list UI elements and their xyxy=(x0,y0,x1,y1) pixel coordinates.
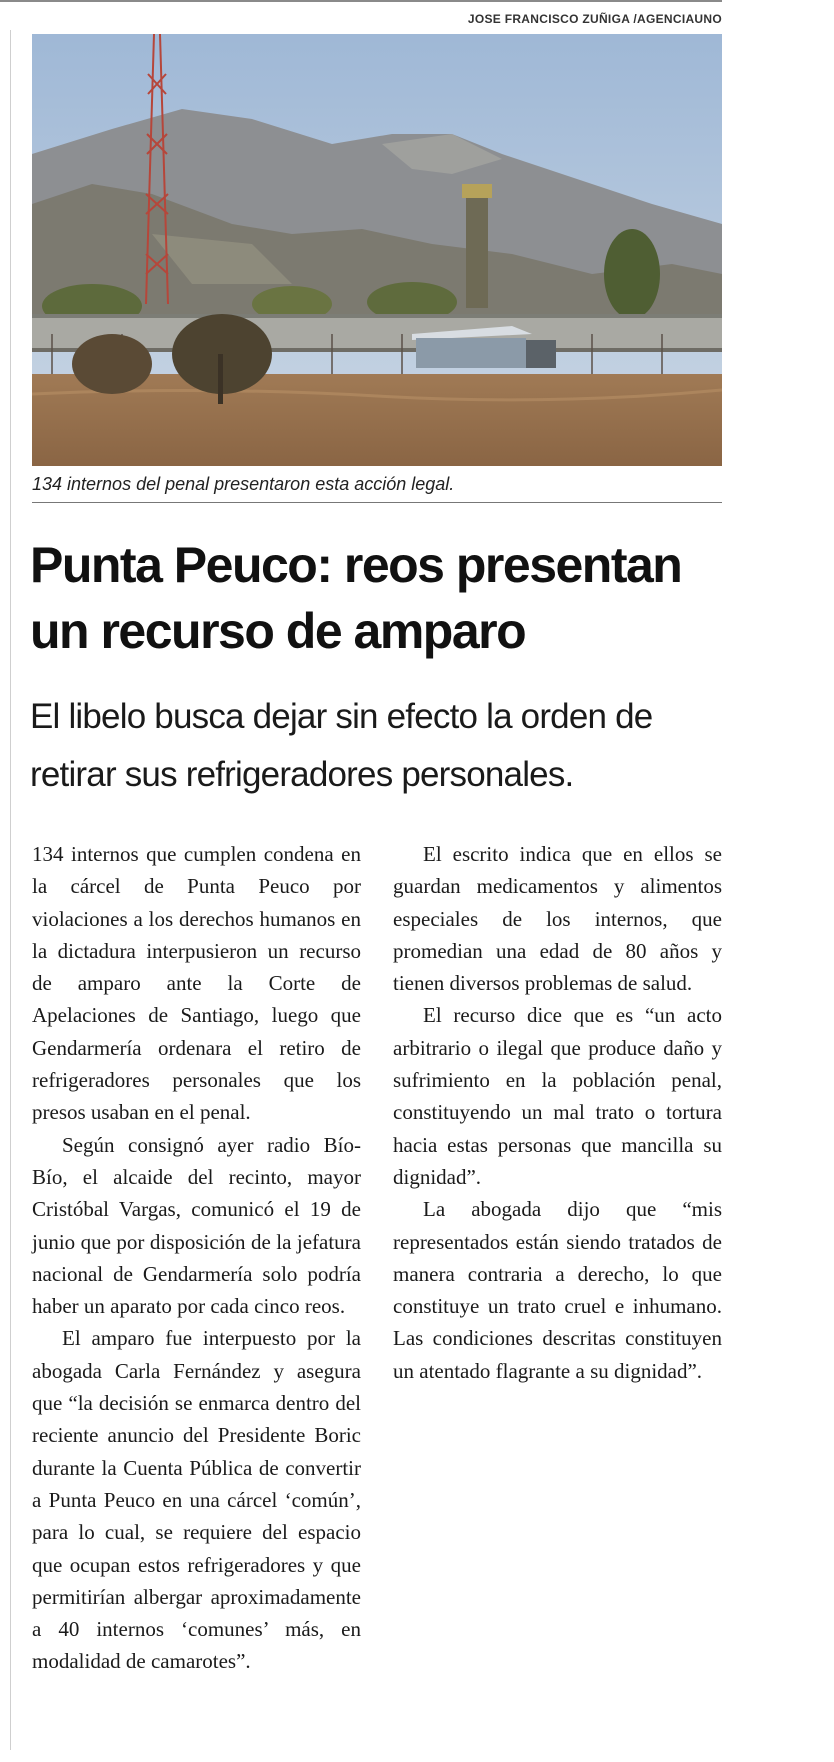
headline xyxy=(30,532,730,664)
subheadline-line-2: retirar sus refrigeradores personales. xyxy=(30,755,574,794)
body-paragraph: El recurso dice que es “un acto arbitrario o ilegal que produce daño y sufrimiento en la población penal, constituyendo un mal trato o tortura hacia estas personas que mancilla su dignidad”. xyxy=(393,1003,722,1189)
prison-landscape-photo xyxy=(32,34,722,466)
body-paragraph: La abogada dijo que “mis representados están siendo tratados de manera contraria a derecho, lo que constituye un trato cruel e inhumano. Las condiciones descritas constituyen un atentado flagrante a su dignidad”. xyxy=(393,1197,722,1383)
article-photo xyxy=(32,34,722,466)
article-body xyxy=(32,838,722,1738)
top-rule xyxy=(0,0,722,2)
body-paragraph: El amparo fue interpuesto por la abogada Carla Fernández y asegura que “la decisión se enmarca dentro del reciente anuncio del Presidente Boric durante la Cuenta Pública de convertir a Punta Peuco en una cárcel ‘común’, para lo cual, se requiere del espacio que ocupan estos refrigeradores y que permitirían albergar aproximadamente a 40 internos ‘comunes’ más, en modalidad de camarotes”. xyxy=(32,1326,361,1674)
subheadline-line-1: El libelo busca dejar sin efecto la orden de xyxy=(30,697,653,736)
body-paragraph: Según consignó ayer radio Bío-Bío, el alcaide del recinto, mayor Cristóbal Vargas, comunicó el 19 de junio que por disposición de la jefatura nacional de Gendarmería solo podría haber un aparato por cada cinco reos. xyxy=(32,1132,361,1319)
body-paragraph: 134 internos que cumplen condena en la cárcel de Punta Peuco por violaciones a los derechos humanos en la dictadura interpusieron un recurso de amparo ante la Corte de Apelaciones de Santiago, luego que Gendarmería ordenara el retiro de refrigeradores personales que los presos usaban en el penal. xyxy=(32,842,361,1125)
photo-caption: 134 internos del penal presentaron esta acción legal. xyxy=(32,474,455,494)
subheadline xyxy=(30,688,730,804)
caption-divider xyxy=(32,502,722,503)
left-margin-rule xyxy=(10,30,11,1750)
headline-line-2: un recurso de amparo xyxy=(30,603,526,659)
photo-credit: JOSE FRANCISCO ZUÑIGA /AGENCIAUNO xyxy=(467,12,722,26)
headline-line-1: Punta Peuco: reos presentan xyxy=(30,537,682,593)
body-paragraph: El escrito indica que en ellos se guardan medicamentos y alimentos especiales de los internos, que promedian una edad de 80 años y tienen diversos problemas de salud. xyxy=(393,842,722,996)
